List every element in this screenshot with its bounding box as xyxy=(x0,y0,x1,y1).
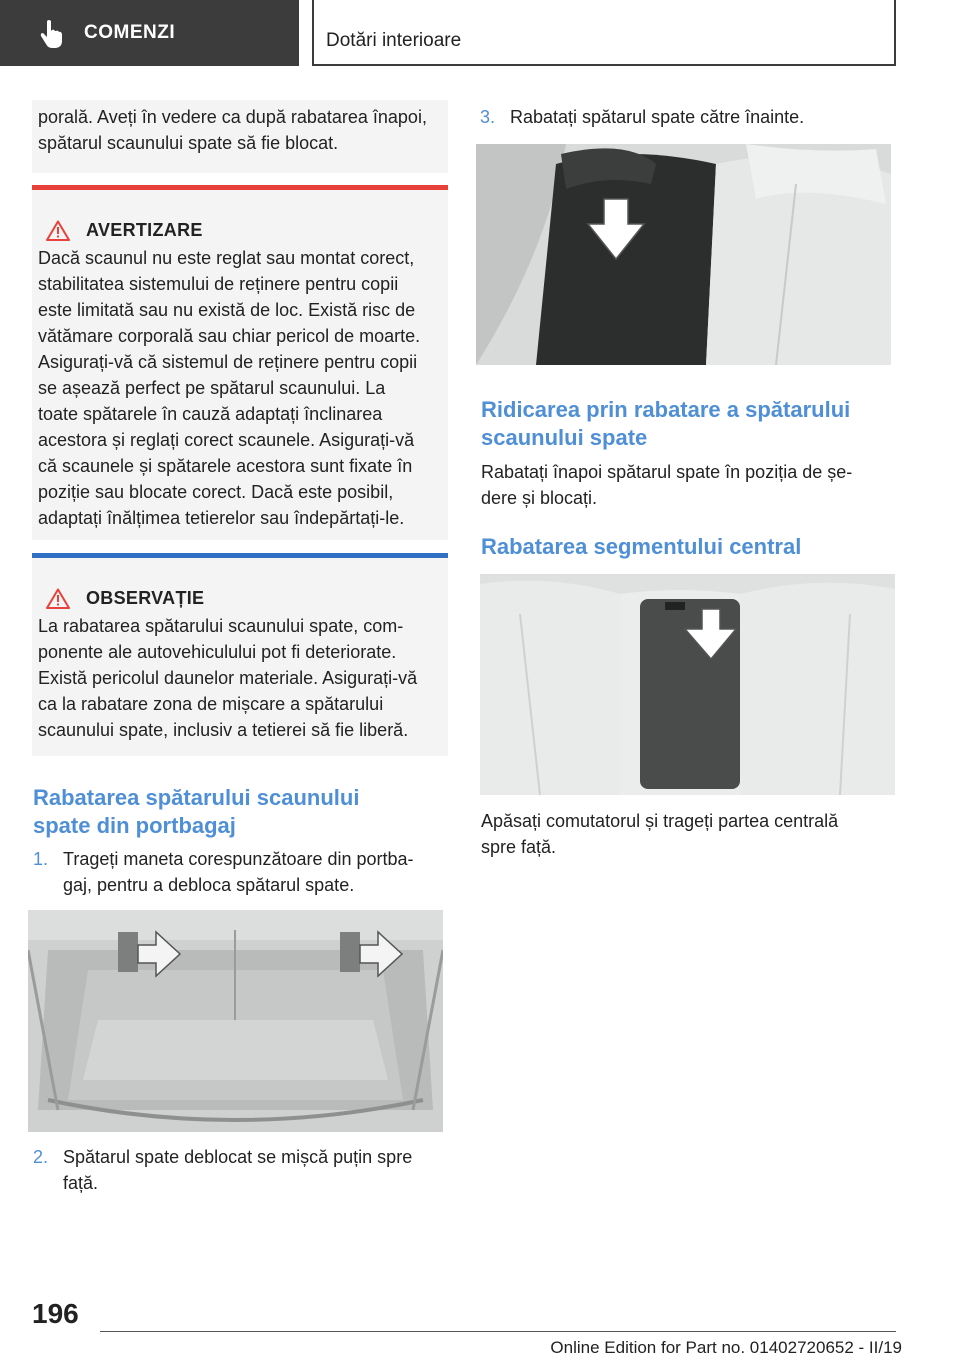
warning-line: poziție sau blocate corect. Dacă este posibil, xyxy=(38,482,394,502)
warning-line: Dacă scaunul nu este reglat sau montat corect, xyxy=(38,248,415,268)
warning-line: vătămare corporală sau chiar pericol de moarte. xyxy=(38,326,421,346)
warning-line: acestora și reglați corect scaunele. Asigurați-vă xyxy=(38,430,415,450)
step-line: Rabatați spătarul spate către înainte. xyxy=(510,107,805,127)
section-tab[interactable] xyxy=(0,0,299,66)
continued-text-box xyxy=(32,100,448,173)
section-label: COMENZI xyxy=(84,22,176,43)
notice-line: ponente ale autovehiculului pot fi deteriorate. xyxy=(38,642,397,662)
warning-triangle-icon xyxy=(46,588,70,609)
warning-line: stabilitatea sistemului de reținere pentru copii xyxy=(38,274,399,294)
step-number: 1. xyxy=(33,849,49,869)
notice-line: scaunului spate, inclusiv a tetierei să fie liberă. xyxy=(38,720,409,740)
notice-line: La rabatarea spătarului scaunului spate, com- xyxy=(38,616,404,636)
seat-fold-image xyxy=(476,144,891,365)
notice-title: OBSERVAȚIE xyxy=(86,588,205,608)
step-line: Spătarul spate deblocat se mișcă puțin spre xyxy=(63,1147,413,1167)
warning-triangle-icon xyxy=(46,220,70,241)
hand-pointer-icon xyxy=(40,18,62,48)
paragraph-line: Rabatați înapoi spătarul spate în poziția de șe- xyxy=(481,462,853,482)
section-heading: Rabatarea segmentului central xyxy=(481,534,802,559)
step-1 xyxy=(33,846,449,898)
warning-heading xyxy=(46,220,444,241)
warning-line: se așează perfect pe spătarul scaunului. La xyxy=(38,378,386,398)
page-title: Dotări interioare xyxy=(326,30,462,51)
center-segment-image xyxy=(480,574,895,795)
warning-line: este limitată sau nu există de loc. Există risc de xyxy=(38,300,416,320)
heading-line: scaunului spate xyxy=(481,425,648,450)
heading-line: Rabatarea spătarului scaunului xyxy=(33,785,360,810)
warning-line: că scaunele și spătarele acestora sunt fixate în xyxy=(38,456,413,476)
step-line: Trageți maneta corespunzătoare din portba- xyxy=(63,849,414,869)
step-line: gaj, pentru a debloca spătarul spate. xyxy=(63,875,355,895)
trunk-image xyxy=(28,910,443,1132)
paragraph xyxy=(481,459,901,511)
notice-heading xyxy=(46,588,444,609)
paragraph-line: dere și blocați. xyxy=(481,488,598,508)
notice-box xyxy=(32,558,448,756)
footer-rule xyxy=(100,1331,896,1332)
step-line: față. xyxy=(63,1173,99,1193)
edition-info: Online Edition for Part no. 01402720652 - II/19 xyxy=(550,1338,902,1357)
header-divider xyxy=(312,0,314,66)
warning-title: AVERTIZARE xyxy=(86,220,203,240)
box-line: porală. Aveți în vedere ca după rabatarea înapoi, xyxy=(38,107,427,127)
section-heading xyxy=(481,396,901,452)
page-number: 196 xyxy=(32,1298,79,1329)
heading-line: spate din portbagaj xyxy=(33,813,236,838)
paragraph-line: Apăsați comutatorul și trageți partea centrală xyxy=(481,811,839,831)
header-rule-end xyxy=(894,0,896,66)
step-3 xyxy=(480,104,900,130)
step-number: 2. xyxy=(33,1147,49,1167)
warning-line: adaptați înălțimea tetierelor sau îndepărtați-le. xyxy=(38,508,405,528)
header-rule xyxy=(312,64,896,66)
paragraph xyxy=(481,808,901,860)
box-line: spătarul scaunului spate să fie blocat. xyxy=(38,133,339,153)
step-2 xyxy=(33,1144,449,1196)
warning-line: toate spătarele în cauză adaptați înclinarea xyxy=(38,404,383,424)
warning-box xyxy=(32,190,448,540)
heading-line: Ridicarea prin rabatare a spătarului xyxy=(481,397,851,422)
notice-line: ca la rabatare zona de mișcare a spătarului xyxy=(38,694,384,714)
paragraph-line: spre față. xyxy=(481,837,557,857)
step-number: 3. xyxy=(480,107,496,127)
notice-line: Există pericolul daunelor materiale. Asigurați-vă xyxy=(38,668,418,688)
warning-line: Asigurați-vă că sistemul de reținere pentru copii xyxy=(38,352,418,372)
section-heading xyxy=(33,784,449,840)
